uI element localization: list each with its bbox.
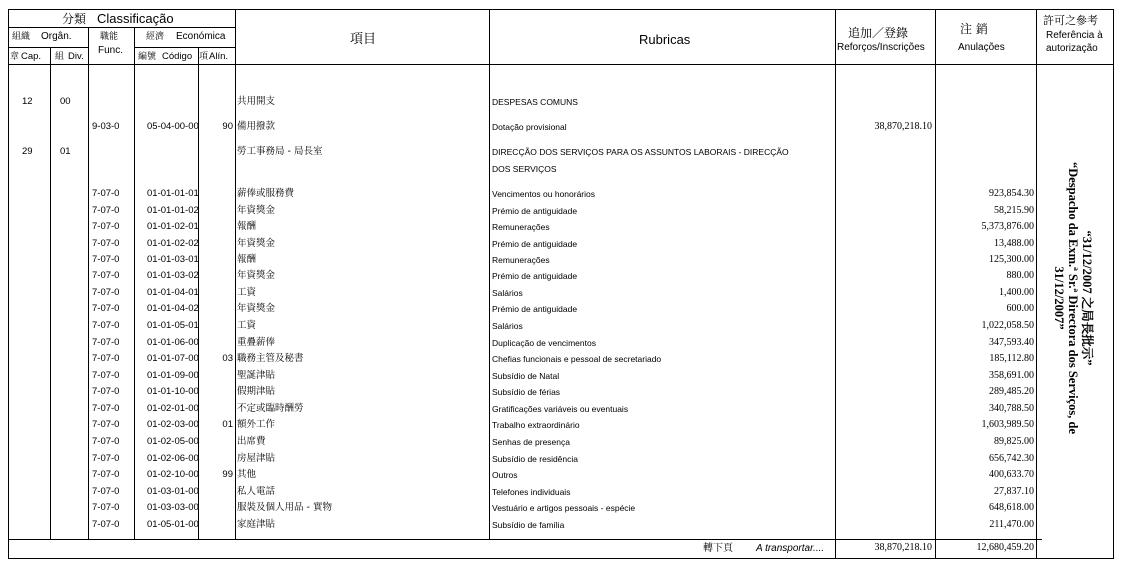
reforcos-header-zh: 追加／登錄 xyxy=(848,26,909,40)
cell-anulacao: 358,691.00 xyxy=(989,370,1034,381)
cell-func: 7-07-0 xyxy=(92,469,120,480)
cell-item-zh: 工資 xyxy=(237,287,257,298)
cell-func: 7-07-0 xyxy=(92,436,120,447)
cell-anulacao: 13,488.00 xyxy=(994,238,1034,249)
cell-rubrica: Prémio de antiguidade xyxy=(492,304,578,314)
func-label-zh: 職能 xyxy=(100,32,119,42)
cell-func: 7-07-0 xyxy=(92,320,120,331)
cell-rubrica: DESPESAS COMUNS xyxy=(492,97,578,107)
cell-reforco: 38,870,218.10 xyxy=(874,121,932,132)
cell-code: 01-01-01-02 xyxy=(147,205,199,216)
cell-func: 7-07-0 xyxy=(92,188,120,199)
economica-label-pt: Económica xyxy=(176,31,226,42)
cell-rubrica: Subsídio de residência xyxy=(492,454,579,464)
codigo-label-pt: Código xyxy=(162,51,193,62)
div-label-zh: 組 xyxy=(55,52,65,62)
cell-rubrica: Chefias funcionais e pessoal de secretariado xyxy=(492,354,662,364)
cell-rubrica: Senhas de presença xyxy=(492,437,570,447)
cell-func: 7-07-0 xyxy=(92,486,120,497)
cell-code: 01-01-02-02 xyxy=(147,238,199,249)
cell-anulacao: 211,470.00 xyxy=(989,519,1034,530)
cell-item-zh: 私人電話 xyxy=(237,486,276,497)
cell-code: 01-02-01-00 xyxy=(147,403,199,414)
cell-anulacao: 923,854.30 xyxy=(989,188,1034,199)
cell-item-zh: 年資獎金 xyxy=(237,238,276,249)
cell-code: 01-02-06-00 xyxy=(147,453,199,464)
cell-item-zh: 家庭津貼 xyxy=(237,519,276,530)
cell-anulacao: 600.00 xyxy=(1006,303,1034,314)
cap-label-pt: Cap. xyxy=(21,51,42,62)
cell-rubrica: Vencimentos ou honorários xyxy=(492,189,596,199)
alin-label-zh: 項 xyxy=(199,52,209,62)
reforcos-header-pt: Reforços/Inscrições xyxy=(837,42,925,53)
cell-rubrica: Subsídio de férias xyxy=(492,387,561,397)
cell-anulacao: 5,373,876.00 xyxy=(981,221,1034,232)
organica-label-zh: 組織 xyxy=(12,32,31,42)
div-label-pt: Div. xyxy=(68,51,84,62)
cell-rubrica: Remunerações xyxy=(492,222,550,232)
cell-rubrica: Prémio de antiguidade xyxy=(492,206,578,216)
cell-code: 01-01-04-01 xyxy=(147,287,199,298)
cell-item-zh: 勞工事務局 - 局長室 xyxy=(237,146,323,157)
cell-rubrica: Prémio de antiguidade xyxy=(492,271,578,281)
cell-item-zh: 服裝及個人用品 - 實物 xyxy=(237,502,332,513)
cell-item-zh: 共用開支 xyxy=(237,96,276,107)
cell-alin: 01 xyxy=(222,419,233,430)
itens-header-zh: 項目 xyxy=(350,32,377,47)
cell-item-zh: 重疊薪俸 xyxy=(237,337,276,348)
cell-cap: 12 xyxy=(22,96,33,107)
organica-label-pt: Orgân. xyxy=(41,31,72,42)
cell-code: 01-01-03-02 xyxy=(147,270,199,281)
cell-alin: 99 xyxy=(222,469,233,480)
cell-code: 01-01-04-02 xyxy=(147,303,199,314)
cap-label-zh: 章 xyxy=(10,52,20,62)
cell-code: 01-02-05-00 xyxy=(147,436,199,447)
cell-item-zh: 假期津貼 xyxy=(237,386,276,397)
cell-rubrica: Trabalho extraordinário xyxy=(492,420,580,430)
cell-func: 7-07-0 xyxy=(92,353,120,364)
cell-rubrica: Prémio de antiguidade xyxy=(492,239,578,249)
alin-label-pt: Alín. xyxy=(209,51,229,62)
cell-item-zh: 不定或臨時酬勞 xyxy=(237,403,304,414)
authorization-line-2: “Despacho da Exm.ª Sr.ª Directora dos Serviços, de xyxy=(1066,161,1080,435)
cell-item-zh: 薪俸或服務費 xyxy=(237,188,295,199)
cell-anulacao: 185,112.80 xyxy=(989,353,1034,364)
classificacao-label-zh: 分類 xyxy=(62,12,87,26)
cell-func: 7-07-0 xyxy=(92,238,120,249)
cell-func: 7-07-0 xyxy=(92,205,120,216)
cell-rubrica: Outros xyxy=(492,470,518,480)
classificacao-label-pt: Classificação xyxy=(97,11,174,26)
cell-code: 01-01-02-01 xyxy=(147,221,199,232)
cell-func: 7-07-0 xyxy=(92,287,120,298)
anulacoes-header-pt: Anulações xyxy=(958,42,1005,53)
cell-item-zh: 出席費 xyxy=(237,436,266,447)
cell-rubrica: Telefones individuais xyxy=(492,487,571,497)
cell-func: 7-07-0 xyxy=(92,386,120,397)
cell-func: 7-07-0 xyxy=(92,419,120,430)
cell-anulacao: 347,593.40 xyxy=(989,337,1034,348)
cell-rubrica: Salários xyxy=(492,288,523,298)
referencia-header-pt2: autorização xyxy=(1046,43,1098,54)
cell-func: 7-07-0 xyxy=(92,502,120,513)
cell-code: 05-04-00-00 xyxy=(147,121,199,132)
cell-anulacao: 648,618.00 xyxy=(989,502,1034,513)
cell-item-zh: 報酬 xyxy=(237,221,257,232)
cell-anulacao: 880.00 xyxy=(1006,270,1034,281)
cell-func: 7-07-0 xyxy=(92,453,120,464)
cell-code: 01-02-03-00 xyxy=(147,419,199,430)
cell-anulacao: 125,300.00 xyxy=(989,254,1034,265)
cell-rubrica: Remunerações xyxy=(492,255,550,265)
cell-item-zh: 職務主管及秘書 xyxy=(237,353,304,364)
cell-rubrica: Salários xyxy=(492,321,523,331)
cell-func: 7-07-0 xyxy=(92,303,120,314)
authorization-line-1: “31/12/2007 之局長批示” xyxy=(1080,230,1094,366)
cell-func: 7-07-0 xyxy=(92,403,120,414)
transport-label-zh: 轉下頁 xyxy=(703,543,733,554)
cell-cap: 29 xyxy=(22,146,33,157)
cell-anulacao: 289,485.20 xyxy=(989,386,1034,397)
cell-anulacao: 58,215.90 xyxy=(994,205,1034,216)
cell-func: 7-07-0 xyxy=(92,254,120,265)
cell-rubrica: Dotação provisional xyxy=(492,122,567,132)
cell-code: 01-01-07-00 xyxy=(147,353,199,364)
cell-code: 01-01-06-00 xyxy=(147,337,199,348)
cell-rubrica: Duplicação de vencimentos xyxy=(492,338,596,348)
cell-alin: 90 xyxy=(222,121,233,132)
cell-div: 01 xyxy=(60,146,71,157)
cell-func: 7-07-0 xyxy=(92,370,120,381)
economica-label-zh: 經濟 xyxy=(146,32,165,42)
cell-func: 7-07-0 xyxy=(92,519,120,530)
cell-rubrica: Gratificações variáveis ou eventuais xyxy=(492,404,629,414)
cell-func: 7-07-0 xyxy=(92,270,120,281)
cell-code: 01-01-05-01 xyxy=(147,320,199,331)
cell-anulacao: 656,742.30 xyxy=(989,453,1034,464)
cell-item-zh: 房屋津貼 xyxy=(237,453,276,464)
cell-anulacao: 1,022,058.50 xyxy=(981,320,1034,331)
cell-rubrica: DIRECÇÃO DOS SERVIÇOS PARA OS ASSUNTOS LABORAIS - DIRECÇÃO xyxy=(492,147,789,157)
total-anulacoes: 12,680,459.20 xyxy=(976,542,1034,553)
cell-anulacao: 1,603,989.50 xyxy=(981,419,1034,430)
cell-code: 01-03-03-00 xyxy=(147,502,199,513)
cell-anulacao: 340,788.50 xyxy=(989,403,1034,414)
cell-code: 01-03-01-00 xyxy=(147,486,199,497)
cell-code: 01-01-03-01 xyxy=(147,254,199,265)
cell-rubrica: Subsídio de família xyxy=(492,520,565,530)
authorization-note xyxy=(1040,118,1106,478)
cell-item-zh: 年資獎金 xyxy=(237,270,276,281)
authorization-line-3: 31/12/2007” xyxy=(1052,266,1066,330)
cell-code: 01-01-09-00 xyxy=(147,370,199,381)
cell-code: 01-01-01-01 xyxy=(147,188,199,199)
cell-func: 9-03-0 xyxy=(92,121,120,132)
anulacoes-header-zh: 注 銷 xyxy=(960,22,988,36)
cell-func: 7-07-0 xyxy=(92,337,120,348)
codigo-label-zh: 編號 xyxy=(138,52,157,62)
referencia-header-zh: 許可之參考 xyxy=(1043,14,1098,27)
func-label-pt: Func. xyxy=(98,45,124,56)
cell-anulacao: 400,633.70 xyxy=(989,469,1034,480)
cell-anulacao: 27,837.10 xyxy=(994,486,1034,497)
cell-rubrica: Vestuário e artigos pessoais - espécie xyxy=(492,503,636,513)
cell-code: 01-05-01-00 xyxy=(147,519,199,530)
cell-item-zh: 備用撥款 xyxy=(237,121,276,132)
cell-item-zh: 年資獎金 xyxy=(237,205,276,216)
cell-rubrica: Subsídio de Natal xyxy=(492,371,560,381)
transport-label-pt: A transportar.... xyxy=(756,543,825,554)
cell-anulacao: 89,825.00 xyxy=(994,436,1034,447)
cell-item-zh: 工資 xyxy=(237,320,257,331)
cell-item-zh: 額外工作 xyxy=(237,419,276,430)
cell-anulacao: 1,400.00 xyxy=(999,287,1034,298)
cell-item-zh: 聖誕津貼 xyxy=(237,370,276,381)
total-reforcos: 38,870,218.10 xyxy=(874,542,932,553)
rubricas-header: Rubricas xyxy=(639,32,691,47)
cell-item-zh: 其他 xyxy=(237,469,257,480)
cell-item-zh: 報酬 xyxy=(237,254,257,265)
cell-alin: 03 xyxy=(222,353,233,364)
cell-rubrica-line2: DOS SERVIÇOS xyxy=(492,164,557,174)
cell-code: 01-02-10-00 xyxy=(147,469,199,480)
referencia-header-pt1: Referência à xyxy=(1046,30,1103,41)
cell-div: 00 xyxy=(60,96,71,107)
cell-func: 7-07-0 xyxy=(92,221,120,232)
cell-code: 01-01-10-00 xyxy=(147,386,199,397)
cell-item-zh: 年資獎金 xyxy=(237,303,276,314)
